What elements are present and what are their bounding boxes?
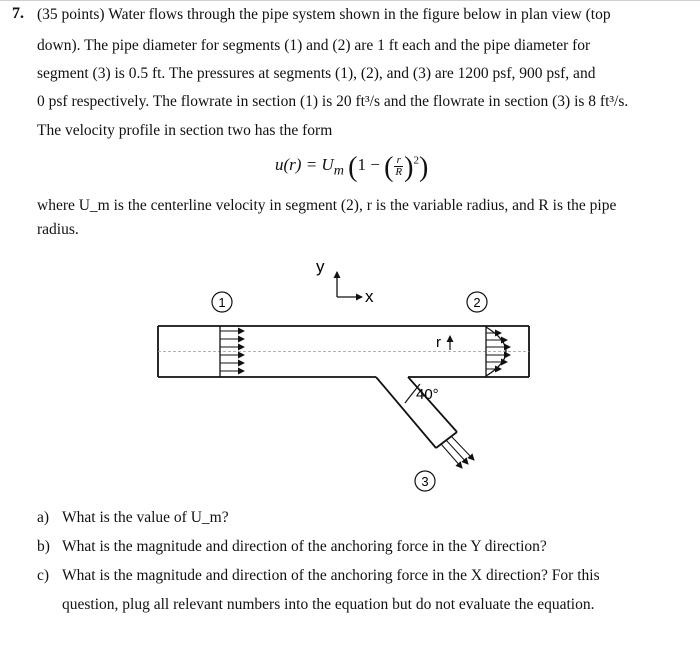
equation-numerator: r [394, 155, 403, 167]
subquestion-b [37, 537, 547, 557]
where-line-1: where U_m is the centerline velocity in segment (2), r is the variable radius, and R is the pipe [37, 197, 617, 214]
question-line-4: 0 psf respectively. The flowrate in section (1) is 20 ft³/s and the flowrate in section (3) is 8 ft³/s. [37, 93, 629, 110]
equation-lhs: u(r) = U [275, 155, 334, 174]
radius-label: r [436, 334, 441, 351]
subquestion-b-label: b) [37, 538, 50, 555]
radius-marker [436, 334, 450, 351]
section-1-label [212, 292, 232, 312]
section-2-number: 2 [473, 295, 481, 310]
section-1-number: 1 [218, 295, 226, 310]
angle-label: 40° [416, 386, 439, 403]
question-line-2: down). The pipe diameter for segments (1) and (2) are 1 ft each and the pipe diameter for [37, 37, 591, 54]
subquestion-c-label: c) [37, 567, 50, 584]
question-line-1: (35 points) Water flows through the pipe system shown in the figure below in plan view (top [37, 6, 611, 23]
x-axis-label: x [365, 287, 374, 306]
where-line-2: radius. [37, 221, 79, 238]
velocity-profile-equation: $u(r) = U_m$ (1 − ( $\frac{r}{R}$ )$^2$) [275, 152, 429, 183]
equation-one-minus: 1 − [357, 155, 380, 174]
question-line-3: segment (3) is 0.5 ft. The pressures at segments (1), (2), and (3) are 1200 psf, 900 psf, and [37, 65, 596, 82]
equation-subscript: m [333, 162, 344, 179]
subquestion-c-text: What is the magnitude and direction of the anchoring force in the X direction? For this [62, 567, 600, 584]
main-pipe [158, 326, 529, 377]
y-axis-label: y [316, 257, 325, 276]
equation-exponent: 2 [413, 154, 419, 167]
subquestion-b-text: What is the magnitude and direction of the anchoring force in the Y direction? [62, 538, 547, 555]
section-2-label [467, 292, 487, 312]
question-line-5: The velocity profile in section two has the form [37, 122, 333, 139]
question-number: 7. [12, 5, 24, 22]
subquestion-a-text: What is the value of U_m? [62, 509, 229, 526]
angle-indicator [405, 384, 439, 403]
coordinate-axes [316, 257, 374, 306]
subquestion-a [37, 508, 229, 528]
section-3-number: 3 [421, 474, 429, 489]
subquestion-a-label: a) [37, 509, 50, 526]
subquestion-c-text-2: question, plug all relevant numbers into the equation but do not evaluate the equation. [62, 596, 595, 613]
subquestion-c [37, 566, 600, 586]
section-3-label [415, 471, 435, 491]
subquestion-c-continued [62, 595, 594, 615]
equation-denominator: R [395, 165, 403, 178]
